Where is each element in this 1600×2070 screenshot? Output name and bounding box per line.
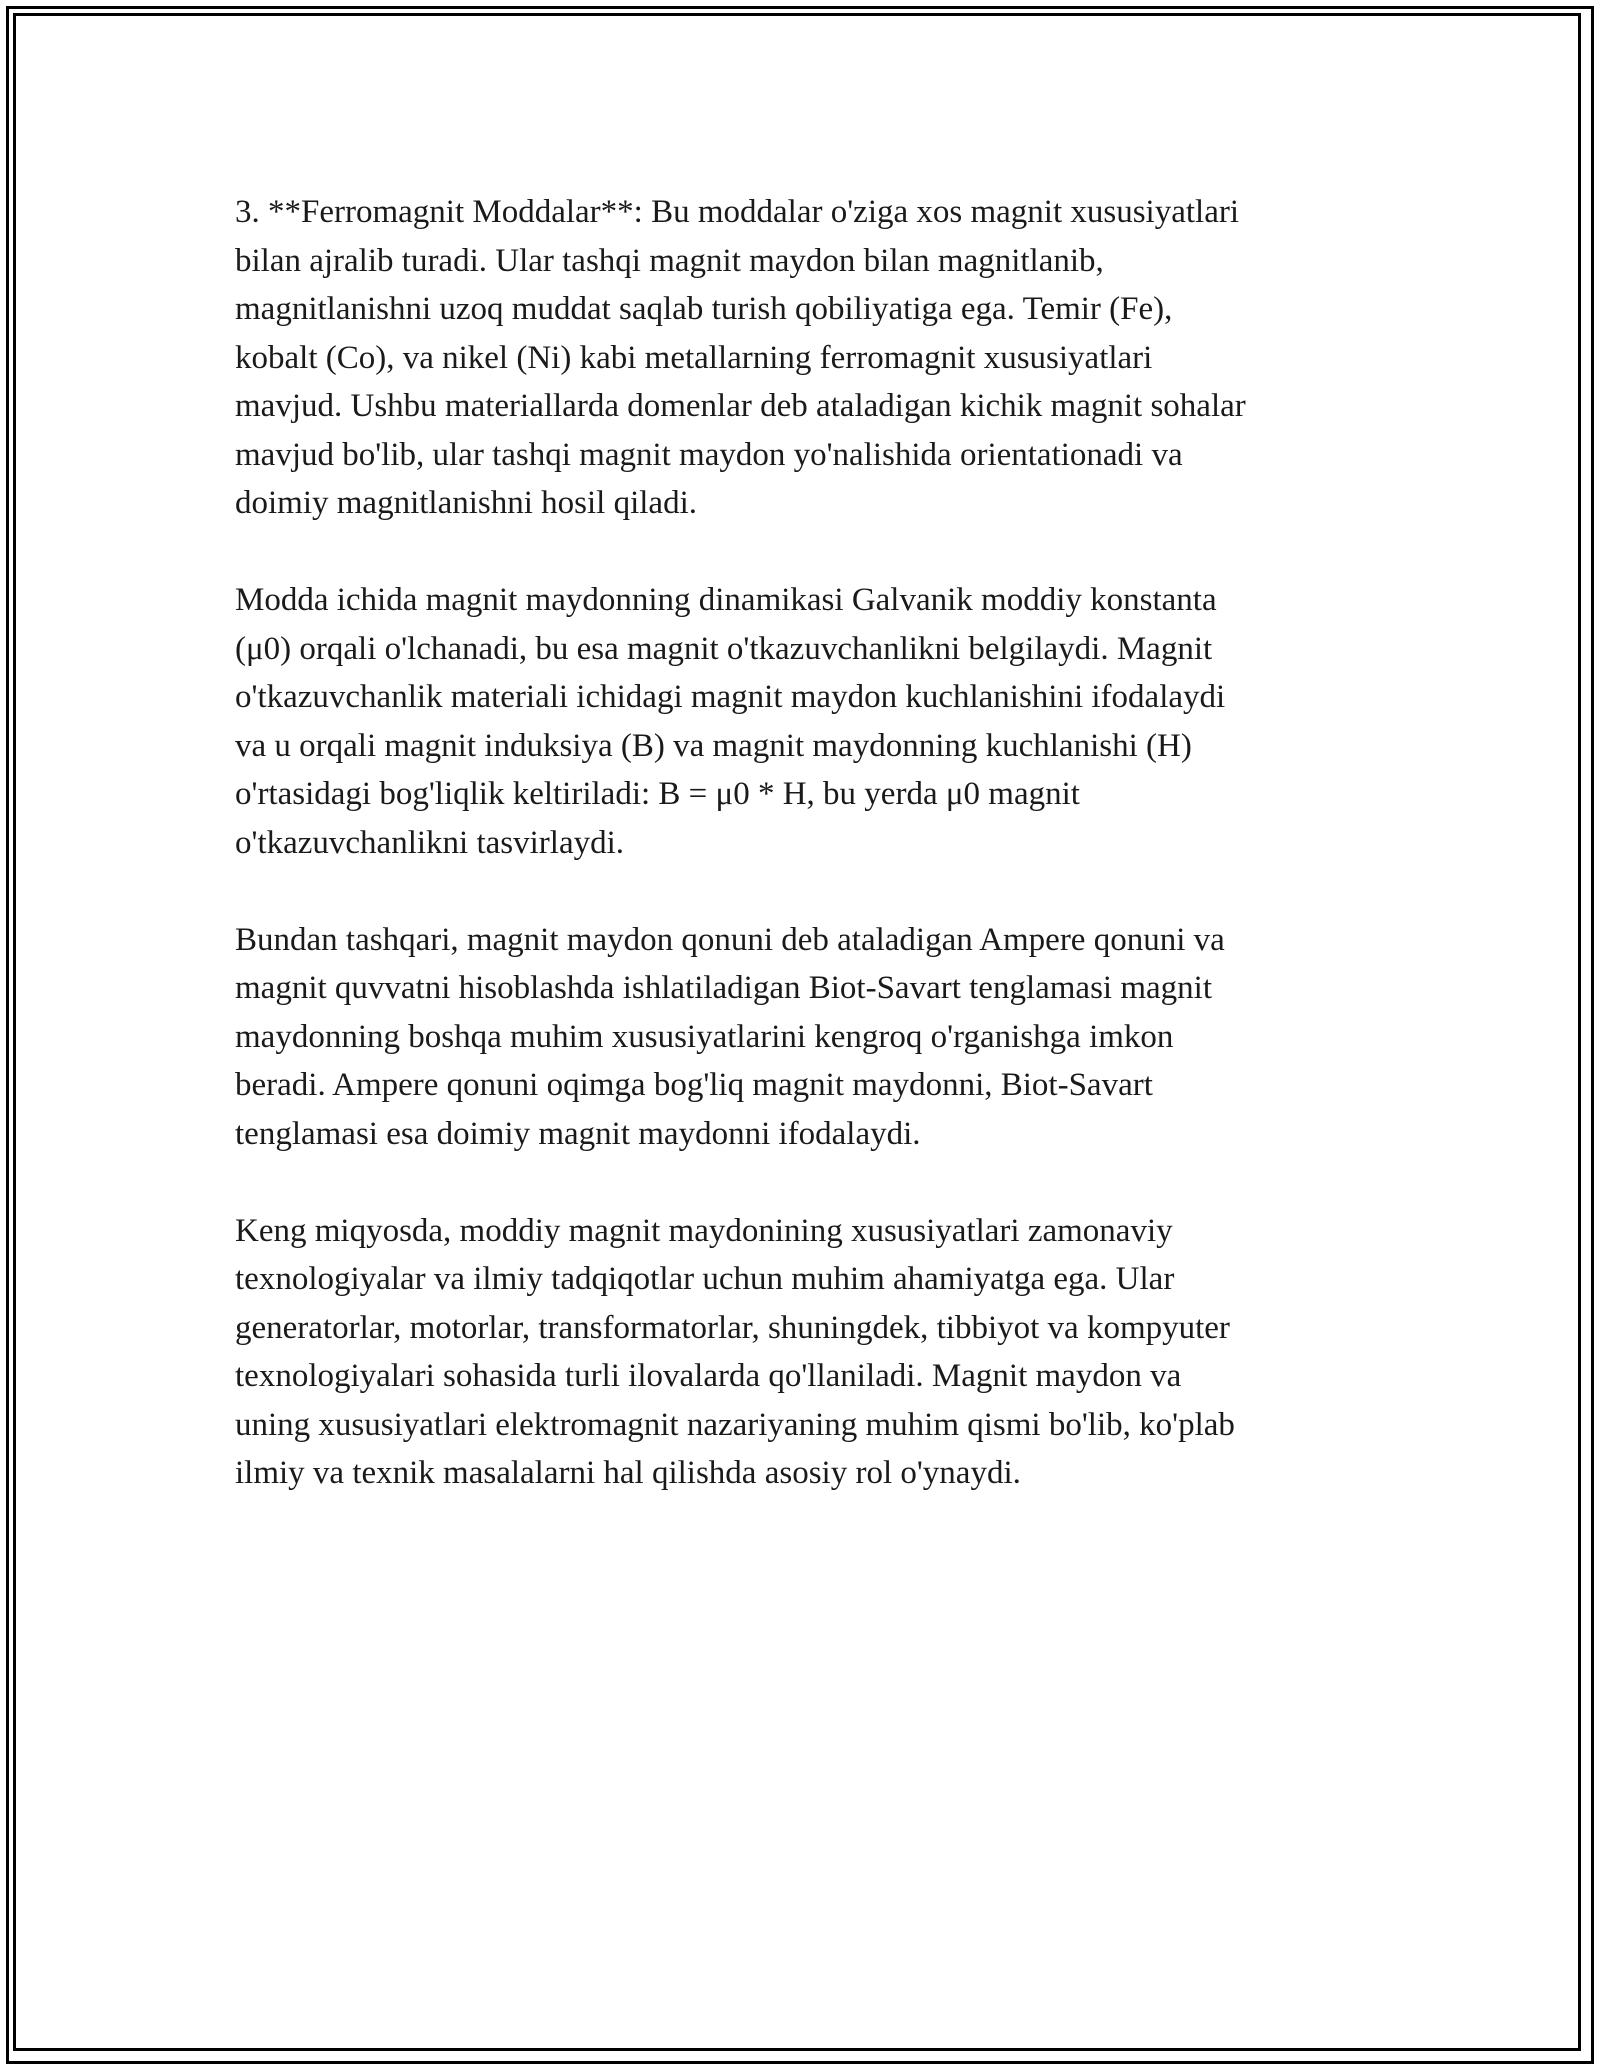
paragraph-applications: Keng miqyosda, moddiy magnit maydonining xususiyatlari zamonaviy texnologiyalar va ilmiy tadqiqotlar uchun muhim ahamiyatga ega. Ular generatorlar, motorlar, transformatorlar, shuningdek, tibbiyot va kompyuter texnologiyalari sohasida turli ilovalarda qo'llaniladi. Magnit maydon va uning xususiyatlari elektromagnit nazariyaning muhim qismi bo'lib, ko'plab ilmiy va texnik masalalarni hal qilishda asosiy rol o'ynaydi.	[235, 1212, 1235, 1491]
paragraph-ferromagnetic-materials: 3. **Ferromagnit Moddalar**: Bu moddalar o'ziga xos magnit xususiyatlari bilan ajralib turadi. Ular tashqi magnit maydon bilan magnitlanib, magnitlanishni uzoq muddat saqlab turish qobiliyatiga ega. Temir (Fe), kobalt (Co), va nikel (Ni) kabi metallarning ferromagnit xususiyatlari mavjud. Ushbu materiallarda domenlar deb ataladigan kichik magnit sohalar mavjud bo'lib, ular tashqi magnit maydon yo'nalishida orientationadi va doimiy magnitlanishni hosil qiladi.	[235, 194, 1246, 521]
paragraph-ampere-biot-savart: Bundan tashqari, magnit maydon qonuni deb ataladigan Ampere qonuni va magnit quvvatni hisoblashda ishlatiladigan Biot-Savart tenglamasi magnit maydonning boshqa muhim xususiyatlarini kengroq o'rganishga imkon beradi. Ampere qonuni oqimga bog'liq magnit maydonni, Biot-Savart tenglamasi esa doimiy magnit maydonni ifodalaydi.	[235, 921, 1225, 1152]
paragraph-magnetic-permeability: Modda ichida magnit maydonning dinamikasi Galvanik moddiy konstanta (μ0) orqali o'lchanadi, bu esa magnit o'tkazuvchanlikni belgilaydi. Magnit o'tkazuvchanlik materiali ichidagi magnit maydon kuchlanishini ifodalaydi va u orqali magnit induksiya (B) va magnit maydonning kuchlanishi (H) o'rtasidagi bog'liqlik keltiriladi: B = μ0 * H, bu yerda μ0 magnit o'tkazuvchanlikni tasvirlaydi.	[235, 582, 1226, 861]
document-body	[235, 188, 1375, 1546]
